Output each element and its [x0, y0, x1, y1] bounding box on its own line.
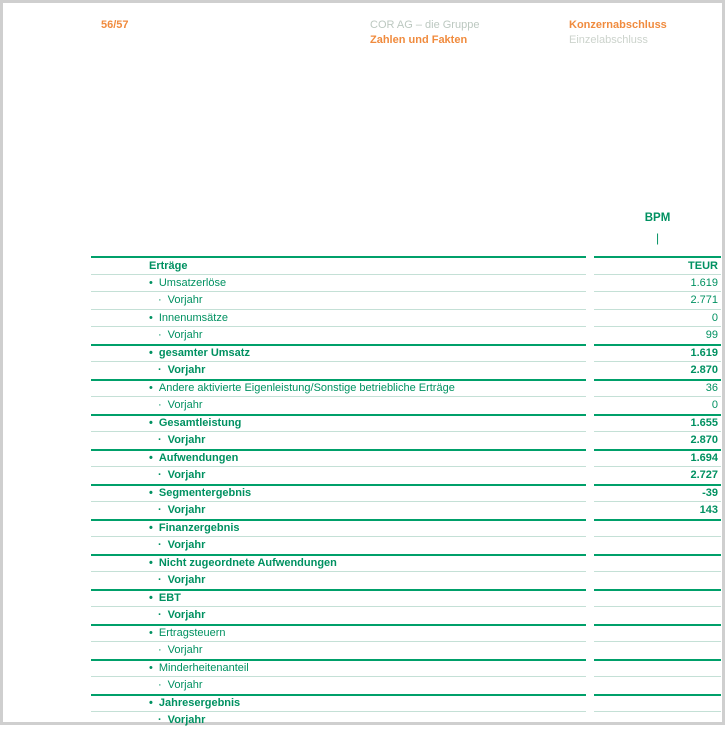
row-label — [91, 466, 586, 484]
table-row — [91, 606, 721, 624]
bullet-icon: • — [149, 522, 153, 535]
row-label-text: Vorjahr — [167, 329, 203, 342]
row-value — [594, 624, 721, 642]
table-row — [91, 554, 721, 572]
table-row — [91, 326, 721, 344]
table-row — [91, 361, 721, 379]
row-label — [91, 431, 586, 449]
row-label-text: EBT — [158, 592, 181, 605]
row-label-text: Vorjahr — [167, 434, 206, 447]
row-label-text: Ertragsteuern — [158, 627, 226, 640]
row-label — [91, 256, 586, 274]
table-row — [91, 589, 721, 607]
row-label-text: Jahresergebnis — [158, 697, 241, 710]
row-value: 0 — [594, 396, 721, 414]
row-value: 1.619 — [594, 344, 721, 362]
row-label-text: Nicht zugeordnete Aufwendungen — [158, 557, 337, 570]
row-label-text: Andere aktivierte Eigenleistung/Sonstige betriebliche Erträge — [158, 382, 455, 395]
table-row — [91, 641, 721, 659]
row-label-text: gesamter Umsatz — [158, 347, 250, 360]
table-row — [91, 466, 721, 484]
row-label-text: Segmentergebnis — [158, 487, 252, 500]
bullet-icon: · — [158, 294, 162, 307]
row-value — [594, 519, 721, 537]
table-row — [91, 431, 721, 449]
row-label — [91, 659, 586, 677]
row-label — [91, 711, 586, 729]
bullet-icon: • — [149, 276, 153, 289]
row-label — [91, 589, 586, 607]
row-value: 1.619 — [594, 274, 721, 292]
row-label — [91, 361, 586, 379]
row-label — [91, 554, 586, 572]
table-row — [91, 694, 721, 712]
row-value: 143 — [594, 501, 721, 519]
row-label-text: Vorjahr — [167, 364, 206, 377]
header-right-secondary: Einzelabschluss — [569, 34, 648, 46]
row-label — [91, 396, 586, 414]
row-label-text: Minderheitenanteil — [158, 662, 249, 675]
bullet-icon: · — [158, 329, 162, 342]
row-value — [594, 536, 721, 554]
bullet-icon: · — [158, 469, 162, 482]
row-label — [91, 606, 586, 624]
header-right-primary: Konzernabschluss — [569, 19, 667, 31]
table-row — [91, 536, 721, 554]
row-value — [594, 694, 721, 712]
row-label — [91, 326, 586, 344]
row-value — [594, 659, 721, 677]
row-label-text: Vorjahr — [167, 469, 206, 482]
row-value: 36 — [594, 379, 721, 397]
row-value: -39 — [594, 484, 721, 502]
row-label-text: Vorjahr — [167, 679, 203, 692]
table-row — [91, 501, 721, 519]
row-label — [91, 379, 586, 397]
bullet-icon: · — [158, 434, 162, 447]
row-label — [91, 641, 586, 659]
table-row — [91, 291, 721, 309]
row-value: TEUR — [594, 256, 721, 274]
row-label-text: Innenumsätze — [158, 311, 228, 324]
bullet-icon: · — [158, 504, 162, 517]
bullet-icon: • — [149, 417, 153, 430]
bullet-icon: • — [149, 697, 153, 710]
table-row — [91, 256, 721, 274]
row-label-text: Vorjahr — [167, 399, 203, 412]
row-label-text: Vorjahr — [167, 609, 206, 622]
row-label — [91, 344, 586, 362]
table-row — [91, 449, 721, 467]
bullet-icon: · — [158, 609, 162, 622]
header-center — [370, 18, 479, 48]
row-label — [91, 624, 586, 642]
row-value — [594, 641, 721, 659]
table-row — [91, 484, 721, 502]
bullet-icon: • — [149, 592, 153, 605]
row-value: 2.870 — [594, 361, 721, 379]
row-label-text: Vorjahr — [167, 714, 206, 727]
header-right — [569, 18, 667, 48]
row-label-text: Vorjahr — [167, 294, 203, 307]
table-row — [91, 711, 721, 729]
table-row — [91, 624, 721, 642]
row-label — [91, 449, 586, 467]
bullet-icon: • — [149, 452, 153, 465]
table-row — [91, 379, 721, 397]
bullet-icon: · — [158, 574, 162, 587]
row-label — [91, 571, 586, 589]
row-value — [594, 711, 721, 729]
row-label — [91, 519, 586, 537]
bullet-icon: • — [149, 382, 153, 395]
row-label-text: Umsatzerlöse — [158, 276, 227, 289]
row-label-text: Vorjahr — [167, 539, 206, 552]
bullet-icon: • — [149, 311, 153, 324]
bullet-icon: · — [158, 644, 162, 657]
table-row — [91, 659, 721, 677]
row-label — [91, 501, 586, 519]
row-label — [91, 291, 586, 309]
table-row — [91, 344, 721, 362]
bullet-icon: · — [158, 364, 162, 377]
row-label-text: Vorjahr — [167, 504, 206, 517]
bullet-icon: · — [158, 679, 162, 692]
row-value: 2.727 — [594, 466, 721, 484]
row-label-text: Vorjahr — [167, 574, 206, 587]
row-label-text: Erträge — [149, 259, 188, 272]
table-row — [91, 274, 721, 292]
row-value — [594, 676, 721, 694]
row-label-text: Vorjahr — [167, 644, 203, 657]
table-row — [91, 519, 721, 537]
table-row — [91, 571, 721, 589]
bullet-icon: · — [158, 539, 162, 552]
table-row — [91, 414, 721, 432]
segment-table — [91, 256, 721, 729]
table-row — [91, 396, 721, 414]
bullet-icon: · — [158, 714, 162, 727]
row-value — [594, 554, 721, 572]
row-value — [594, 606, 721, 624]
row-label — [91, 309, 586, 327]
row-label-text: Aufwendungen — [158, 452, 239, 465]
row-label — [91, 676, 586, 694]
column-group-label: BPM — [644, 212, 671, 224]
row-value — [594, 589, 721, 607]
row-value: 2.771 — [594, 291, 721, 309]
table-row — [91, 676, 721, 694]
bullet-icon: • — [149, 627, 153, 640]
row-label — [91, 484, 586, 502]
row-value — [594, 571, 721, 589]
row-label-text: Finanzergebnis — [158, 522, 240, 535]
row-value: 0 — [594, 309, 721, 327]
row-label — [91, 274, 586, 292]
row-label — [91, 414, 586, 432]
bullet-icon: • — [149, 557, 153, 570]
row-value: 1.694 — [594, 449, 721, 467]
row-value: 99 — [594, 326, 721, 344]
header-section-title: Zahlen und Fakten — [370, 34, 468, 46]
row-value: 1.655 — [594, 414, 721, 432]
row-label — [91, 536, 586, 554]
bullet-icon: · — [158, 399, 162, 412]
bullet-icon: • — [149, 487, 153, 500]
table-row — [91, 309, 721, 327]
page-number: 56/57 — [101, 19, 129, 31]
row-label-text: Gesamtleistung — [158, 417, 242, 430]
bullet-icon: • — [149, 662, 153, 675]
bullet-icon: • — [149, 347, 153, 360]
column-group-tick: | — [655, 231, 660, 245]
header-group-title: COR AG – die Gruppe — [370, 19, 480, 31]
row-label — [91, 694, 586, 712]
row-value: 2.870 — [594, 431, 721, 449]
